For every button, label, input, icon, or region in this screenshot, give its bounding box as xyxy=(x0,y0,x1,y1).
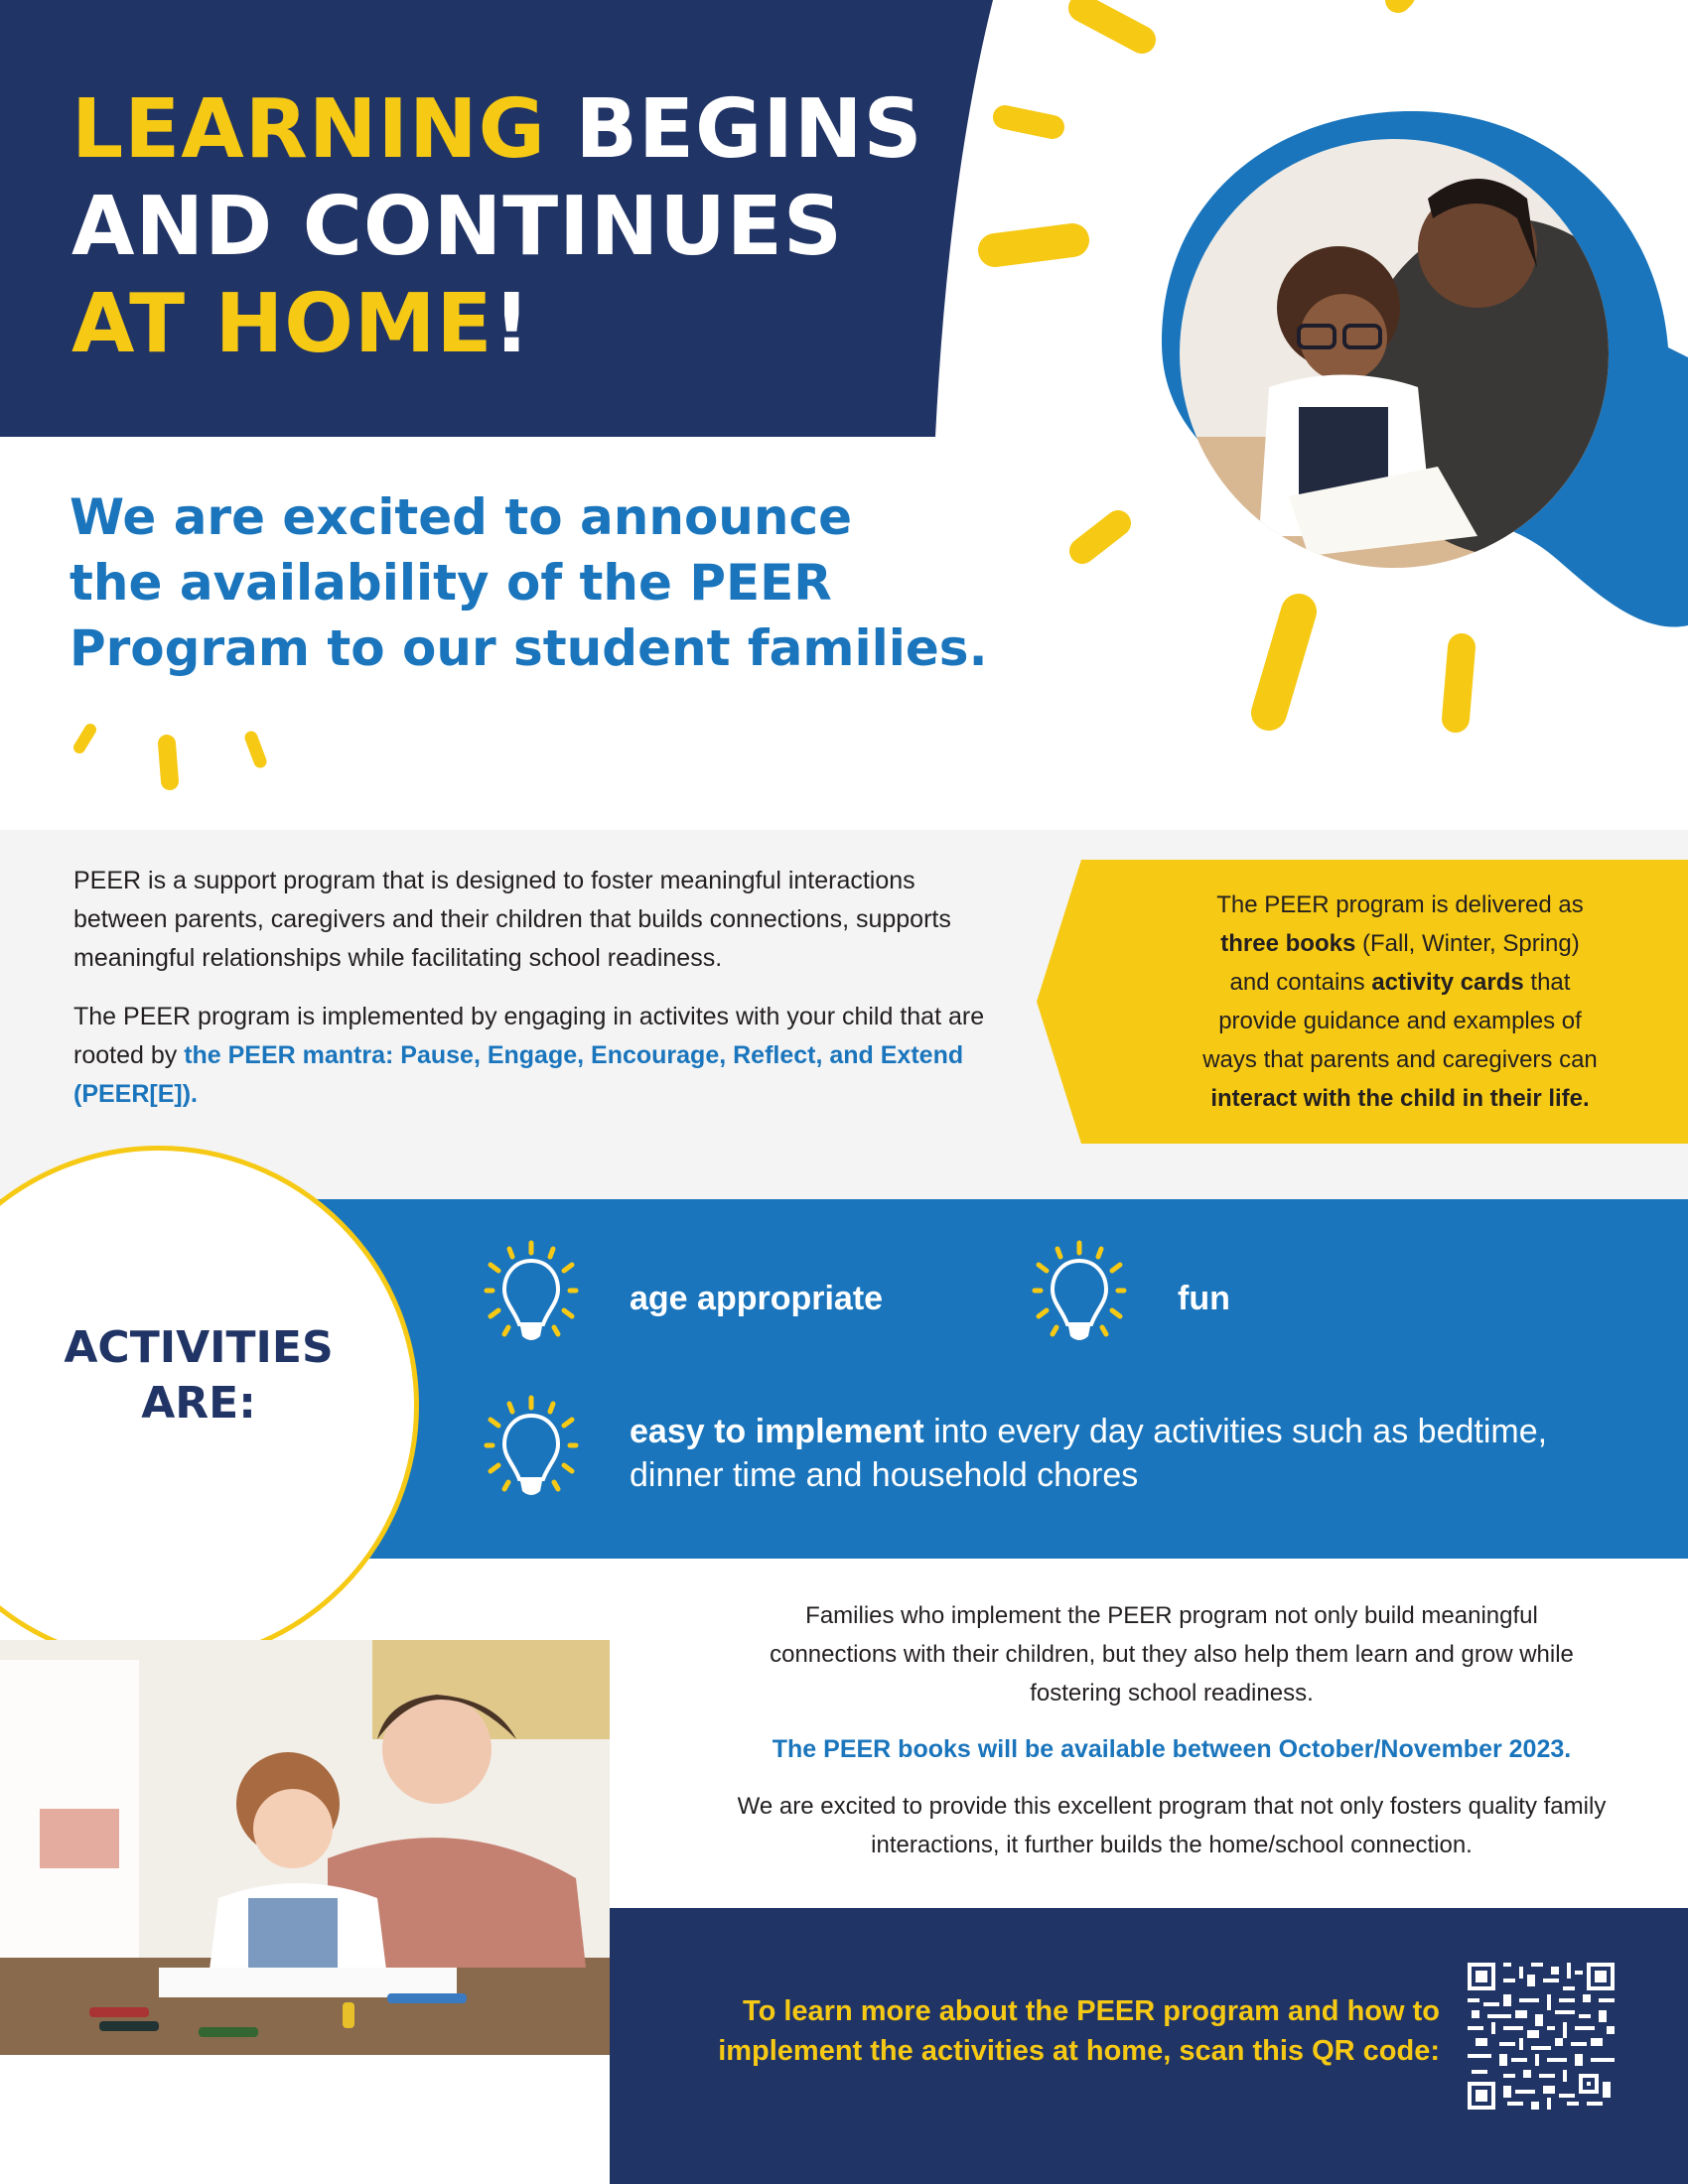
program-description xyxy=(73,862,1007,1134)
peer-mantra-highlight: the PEER mantra: Pause, Engage, Encourage, Reflect, and Extend (PEER[E]). xyxy=(73,1041,964,1108)
callout-text xyxy=(1122,886,1678,1118)
activity-label: age appropriate xyxy=(630,1280,884,1317)
activity-item-age-appropriate xyxy=(630,1277,883,1320)
activity-item-fun xyxy=(1178,1277,1230,1320)
closing-paragraph: We are excited to provide this excellent program that not only fosters quality family interactions, it further builds the home/school connection. xyxy=(737,1793,1607,1858)
seasons-text: (Fall, Winter, Spring) xyxy=(1355,930,1580,957)
callout-line-3 xyxy=(1122,963,1678,1002)
families-paragraph: Families who implement the PEER program not only build meaningful connections with their children, but they also help them learn and grow while fostering school readiness. xyxy=(770,1602,1574,1706)
that-text: that xyxy=(1523,969,1571,996)
callout-line-4: provide guidance and examples of xyxy=(1218,1008,1582,1034)
hero-photo-image xyxy=(1180,139,1609,568)
activities-heading-line-2: ARE: xyxy=(141,1378,256,1429)
qr-call-to-action xyxy=(635,1991,1440,2071)
activity-item-easy-to-implement xyxy=(630,1410,1662,1497)
hero-title-begins: BEGINS xyxy=(545,82,923,177)
activity-label: easy to implement xyxy=(630,1413,924,1450)
activities-heading xyxy=(40,1320,357,1432)
hero-title-exclaim: ! xyxy=(492,277,531,371)
subhead-line-1: We are excited to announce xyxy=(70,488,853,546)
bottom-photo-image xyxy=(0,1640,610,2055)
qr-code-icon[interactable] xyxy=(1468,1962,1615,2111)
activity-detail-line-2: dinner time and household chores xyxy=(630,1456,1139,1494)
lightbulb-icon xyxy=(475,1235,594,1354)
hero-photo-father-daughter xyxy=(1180,139,1609,568)
cta-line-2: implement the activities at home, scan this QR code: xyxy=(718,2035,1440,2067)
three-books-bold: three books xyxy=(1220,930,1356,957)
callout-line-2 xyxy=(1122,924,1678,963)
callout-line-5: ways that parents and caregivers can xyxy=(1202,1046,1598,1073)
lightbulb-icon xyxy=(475,1390,594,1509)
hero-title-highlight-learning: LEARNING xyxy=(71,82,546,177)
description-paragraph-1: PEER is a support program that is designed to foster meaningful interactions between parents, caregivers and their children that builds connections, supports meaningful relationships while facilitating school readiness. xyxy=(73,867,951,972)
cta-line-1: To learn more about the PEER program and how to xyxy=(743,1995,1440,2027)
closing-text-block xyxy=(655,1596,1688,1882)
description-paragraph-2 xyxy=(73,998,1007,1114)
activity-detail-line-1: into every day activities such as bedtime, xyxy=(923,1413,1548,1450)
subhead-line-2: the availability of the PEER xyxy=(70,554,832,612)
activity-label: fun xyxy=(1178,1280,1230,1317)
paragraph-2-text: The PEER program is implemented by engaging in activites with your child that are rooted by xyxy=(73,1003,985,1069)
availability-notice: The PEER books will be available between October/November 2023. xyxy=(772,1735,1572,1763)
callout-line-1: The PEER program is delivered as xyxy=(1216,891,1584,918)
activity-cards-bold: activity cards xyxy=(1371,969,1524,996)
interact-child-bold: interact with the child in their life. xyxy=(1210,1085,1590,1112)
subhead-line-3: Program to our student families. xyxy=(70,619,988,677)
hero-title-highlight-home: AT HOME xyxy=(71,277,493,371)
hero-title-continues: AND CONTINUES xyxy=(71,180,843,274)
hero-title xyxy=(71,81,965,373)
contains-text: and contains xyxy=(1229,969,1372,996)
activities-heading-line-1: ACTIVITIES xyxy=(64,1322,334,1373)
photo-mother-daughter-drawing xyxy=(0,1640,610,2055)
lightbulb-icon xyxy=(1023,1235,1142,1354)
announcement-subheading xyxy=(70,484,1062,681)
